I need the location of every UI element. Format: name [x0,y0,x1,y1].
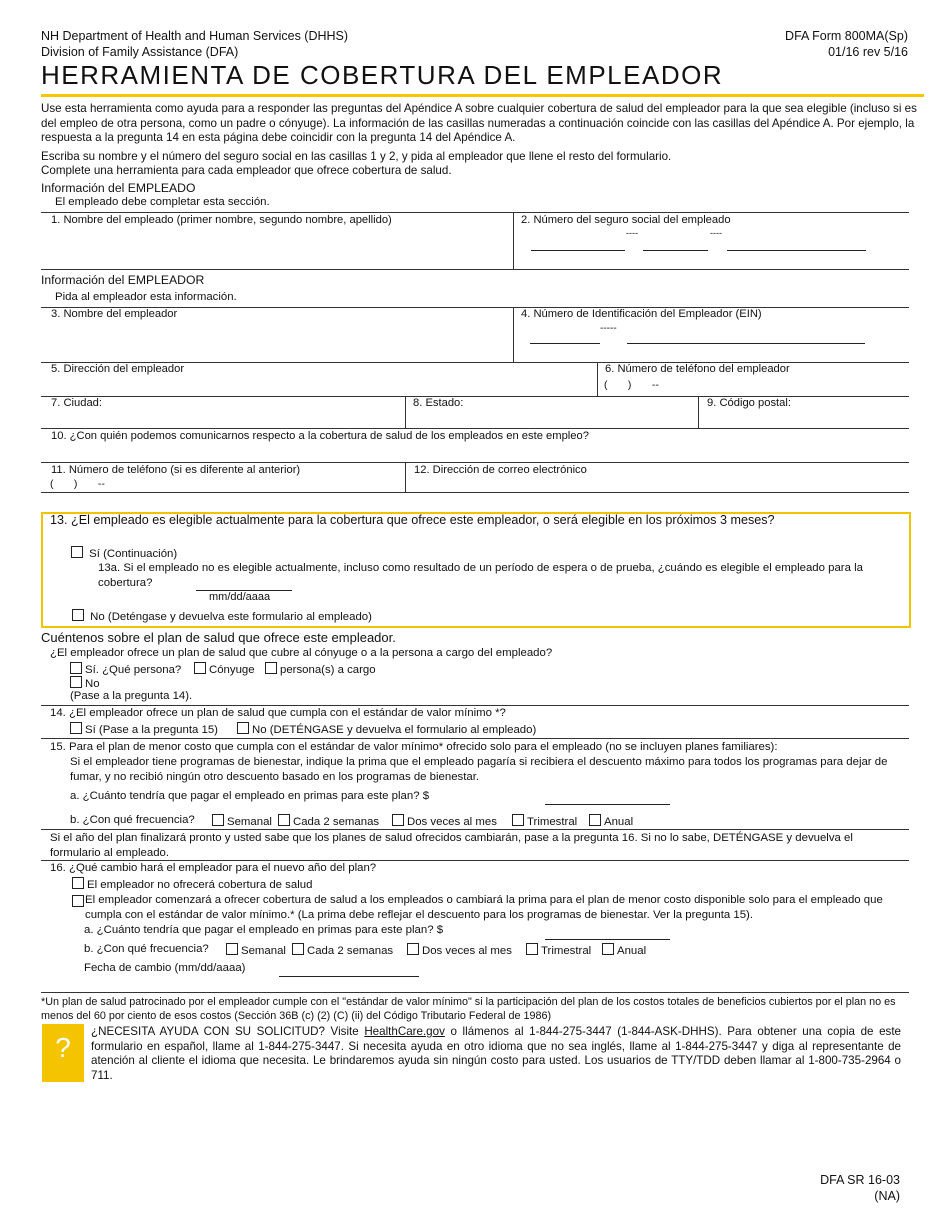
alt-phone-label: 11. Número de teléfono (si es diferente al anterior) [51,464,301,476]
divider [405,396,406,428]
q15-wellness-text: Si el empleador tiene programas de bienestar, indique la prima que el empleado pagaría si recibiera el descuento máximo para todos los programas para dejar de fumar, y no recibió ningún otro descuento basado en los programas de bienestar. [70,756,888,783]
q16a-text: a. ¿Cuánto tendría que pagar el empleado en primas para este plan? $ [84,924,444,936]
divider [41,492,909,493]
division-name: Division of Family Assistance (DFA) [41,45,239,59]
q13a-text: 13a. Si el empleado no es elegible actualmente, incluso como resultado de un período de espera o de prueba, ¿cuándo es elegible el empleado para la cobertura? [98,562,863,589]
checkbox[interactable] [392,814,404,826]
freq-label: Dos veces al mes [422,945,512,957]
checkbox[interactable] [589,814,601,826]
employee-section-note: El empleado debe completar esta sección. [55,196,270,208]
agency-name: NH Department of Health and Human Services (DHHS) [41,29,349,43]
form-revision: 01/16 rev 5/16 [828,45,908,59]
city-label: 7. Ciudad: [51,397,102,409]
employer-address-field[interactable] [46,377,592,395]
employer-section-title: Información del EMPLEADOR [41,273,205,287]
ssn-field-part3[interactable] [727,250,866,251]
q14-text: 14. ¿El empleador ofrece un plan de salud que cumpla con el estándar de valor mínimo *? [50,707,506,719]
help-text-b: o llámenos al 1-844-275-3447 (1-844-ASK-DHHS). Para obtener una copia de este formulario en español, llame al 1-844-275-3447. Si necesita ayuda en otro idioma que no sea inglés, llame al 1-844-275-3447 y diga al representante de atención al cliente el idioma que necesita. Le brindaremos ayuda sin ningún costo para usted. Los usuarios de TTY/TDD deben llamar al 1-800-735-2964 o 711. [91,1025,901,1082]
divider [41,860,909,861]
freq-label: Anual [617,945,647,957]
employer-section-note: Pida al empleador esta información. [55,291,237,303]
dependents-option[interactable] [265,662,376,676]
q13-question: 13. ¿El empleado es elegible actualmente para la cobertura que ofrece este empleador, o será elegible en los próximos 3 meses? [50,513,775,527]
ssn-dashes: ---- [710,228,722,238]
page-title: HERRAMIENTA DE COBERTURA DEL EMPLEADOR [41,60,724,90]
help-text [91,1025,901,1083]
ssn-field-part1[interactable] [531,250,625,251]
alt-phone-field[interactable]: ( ) -- [50,478,105,490]
divider [41,428,909,429]
footer-code: DFA SR 16-03 [820,1173,900,1187]
q16-opt1-label: El empleador no ofrecerá cobertura de salud [87,879,313,891]
state-field[interactable] [410,411,694,427]
zip-label: 9. Código postal: [707,397,791,409]
ssn-dashes: ---- [626,228,638,238]
q15a-text: a. ¿Cuánto tendría que pagar el empleado en primas para este plan? $ [70,790,430,802]
q15b-biweekly-option[interactable] [278,814,379,828]
divider [41,462,909,463]
checkbox[interactable] [512,814,524,826]
divider [41,829,909,830]
spouse-option[interactable] [194,662,255,676]
checkbox[interactable] [70,676,82,688]
employer-phone-field[interactable]: ( ) -- [604,379,659,391]
employee-ssn-label: 2. Número del seguro social del empleado [521,214,731,226]
employer-phone-label: 6. Número de teléfono del empleador [605,363,790,375]
contact-field[interactable] [46,445,906,461]
email-field[interactable] [410,478,906,491]
checkbox[interactable] [194,662,206,674]
freq-label: Cada 2 semanas [307,945,394,957]
city-field[interactable] [46,411,400,427]
state-label: 8. Estado: [413,397,464,409]
q16b-text: b. ¿Con qué frecuencia? [84,943,209,955]
ssn-field-part2[interactable] [643,250,708,251]
q16b-semimonthly-option[interactable] [407,943,512,957]
q15a-premium-field[interactable] [545,804,670,805]
q14-yes-label: Sí (Pase a la pregunta 15) [85,724,218,736]
divider [41,212,909,213]
checkbox[interactable] [292,943,304,955]
freq-label: Trimestral [527,816,578,828]
year-end-note: Si el año del plan finalizará pronto y usted sabe que los planes de salud ofrecidos cambiarán, pase a la pregunta 16. Si no lo sabe, DETÉNGASE y devuelva el formulario al empleado. [50,832,853,859]
q16a-premium-field[interactable] [545,939,670,940]
q15b-quarterly-option[interactable] [512,814,577,828]
divider [41,738,909,739]
q16-option-no-coverage[interactable] [72,877,312,891]
change-date-field[interactable] [279,976,419,977]
checkbox[interactable] [265,662,277,674]
email-label: 12. Dirección de correo electrónico [414,464,587,476]
employee-name-label: 1. Nombre del empleado (primer nombre, segundo nombre, apellido) [51,214,392,226]
change-date-label: Fecha de cambio (mm/dd/aaaa) [84,962,246,974]
intro-note: Complete una herramienta para cada empleador que ofrece cobertura de salud. [41,164,452,177]
divider [698,396,699,428]
help-question-icon: ? [42,1024,84,1082]
employee-name-field[interactable] [46,230,508,266]
divider [513,307,514,362]
checkbox[interactable] [602,943,614,955]
footer-code-suffix: (NA) [874,1189,900,1203]
divider [513,212,514,269]
plan-section-title: Cuéntenos sobre el plan de salud que ofrece este empleador. [41,630,396,645]
checkbox[interactable] [407,943,419,955]
q15b-annual-option[interactable] [589,814,633,828]
checkbox[interactable] [70,722,82,734]
checkbox[interactable] [212,814,224,826]
employee-section-title: Información del EMPLEADO [41,181,196,195]
checkbox[interactable] [71,546,83,558]
q13-no-option[interactable] [72,609,372,623]
employer-name-label: 3. Nombre del empleador [51,308,178,320]
checkbox[interactable] [226,943,238,955]
q-spouse-no-option[interactable] [70,676,100,690]
freq-label: Dos veces al mes [407,816,497,828]
checkbox[interactable] [72,895,84,907]
checkbox[interactable] [526,943,538,955]
employer-name-field[interactable] [46,324,508,360]
checkbox[interactable] [278,814,290,826]
intro-instructions: Escriba su nombre y el número del seguro social en las casillas 1 y 2, y pida al empleador que llene el resto del formulario. [41,150,672,163]
q15b-semimonthly-option[interactable] [392,814,497,828]
q14-no-label: No (DETÉNGASE y devuelva el formulario al empleado) [252,724,537,736]
checkbox[interactable] [237,722,249,734]
divider [41,269,909,270]
q14-yes-option[interactable] [70,722,218,736]
divider [405,462,406,492]
minimum-value-footnote: *Un plan de salud patrocinado por el empleador cumple con el "estándar de valor mínimo" si la participación del plan de los costos totales de beneficios cubiertos por el plan no es menos del 60 por ciento de esos costos (Sección 36B (c) (2) (C) (ii) del Código Tributario Federal de 1986) [41,996,896,1022]
checkbox[interactable] [70,662,82,674]
ein-dashes: ----- [600,323,617,334]
q16b-weekly-option[interactable] [226,943,286,957]
spouse-label: Cónyuge [209,664,255,676]
q15b-weekly-option[interactable] [212,814,272,828]
yes-who-label: Sí. ¿Qué persona? [85,664,182,676]
healthcare-gov-link[interactable]: HealthCare.gov [364,1025,445,1038]
checkbox[interactable] [72,877,84,889]
freq-label: Trimestral [541,945,592,957]
no-label: No [85,678,100,690]
freq-label: Semanal [227,816,272,828]
go-to-14: (Pase a la pregunta 14). [70,690,193,702]
q-spouse-text: ¿El empleador ofrece un plan de salud que cubre al cónyuge o a la persona a cargo del empleado? [50,647,553,659]
freq-label: Semanal [241,945,286,957]
ein-label: 4. Número de Identificación del Empleador (EIN) [521,308,762,320]
q15-text: 15. Para el plan de menor costo que cumpla con el estándar de valor mínimo* ofrecido solo para el empleado (no se incluyen planes familiares): [50,741,778,753]
divider [597,362,598,396]
q14-no-option[interactable] [237,722,536,736]
help-text-a: ¿NECESITA AYUDA CON SU SOLICITUD? Visite [91,1025,365,1038]
q16b-quarterly-option[interactable] [526,943,591,957]
form-id: DFA Form 800MA(Sp) [785,29,908,43]
dependents-label: persona(s) a cargo [280,664,376,676]
intro-paragraph: Use esta herramienta como ayuda para a responder las preguntas del Apéndice A sobre cualquier cobertura de salud del empleador para la que sea elegible (incluso si es del empleo de otra persona, como un padre o cónyuge). La información de las casillas numeradas a continuación coincide con las casillas del Apéndice A. Por ejemplo, la respuesta a la pregunta 14 en esta página debe coincidir con la pregunta 14 del Apéndice A. [41,102,917,144]
q13-no-label: No (Deténgase y devuelva este formulario al empleado) [90,611,372,623]
zip-field[interactable] [703,411,905,427]
divider [41,992,909,993]
q13a-date-hint: mm/dd/aaaa [209,591,271,603]
ein-field-part1[interactable] [530,343,600,344]
q-spouse-yes-option[interactable] [70,662,181,676]
q16-opt2-label: El empleador comenzará a ofrecer cobertura de salud a los empleados o cambiará la prima para el plan de menor costo disponible solo para el empleado que cumpla con el estándar de valor mínimo.* (La prima debe reflejar el descuento para los programas de bienestar. Ver la pregunta 15). [85,894,883,921]
divider [41,705,909,706]
q15b-text: b. ¿Con qué frecuencia? [70,814,195,826]
title-rule [41,94,924,97]
freq-label: Anual [604,816,634,828]
freq-label: Cada 2 semanas [293,816,380,828]
ein-field-part2[interactable] [627,343,865,344]
q13-yes-option[interactable] [71,546,177,560]
q16b-biweekly-option[interactable] [292,943,393,957]
employer-address-label: 5. Dirección del empleador [51,363,185,375]
checkbox[interactable] [72,609,84,621]
q16b-annual-option[interactable] [602,943,646,957]
q13-yes-label: Sí (Continuación) [89,548,178,560]
q16-text: 16. ¿Qué cambio hará el empleador para el nuevo año del plan? [50,862,377,874]
contact-label: 10. ¿Con quién podemos comunicarnos respecto a la cobertura de salud de los empleados en este empleo? [51,430,589,442]
